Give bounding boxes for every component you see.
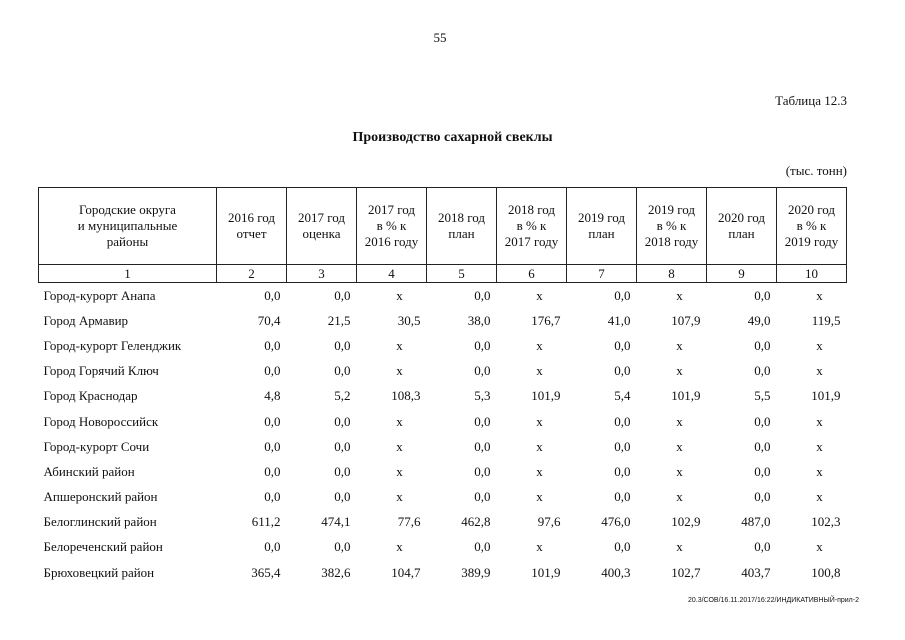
table-cell: х (396, 539, 403, 555)
table-cell: 0,0 (264, 363, 281, 379)
table-cell: х (816, 539, 823, 555)
table-cell: х (816, 489, 823, 505)
table-cell: 0,0 (334, 413, 351, 429)
table-cell: х (536, 463, 543, 479)
table-cell: 101,9 (671, 388, 701, 404)
table-cell: х (536, 438, 543, 454)
table-cell: 487,0 (741, 514, 771, 530)
table-row (39, 333, 847, 358)
table-cell: 101,9 (811, 388, 841, 404)
column-header-line: 2017 год (368, 202, 415, 217)
table-cell: х (536, 489, 543, 505)
column-header-line: 2018 году (644, 234, 699, 249)
table-cell: х (396, 489, 403, 505)
column-header-line: Городские округа (79, 202, 176, 217)
table-cell: х (816, 363, 823, 379)
district-name: Брюховецкий район (43, 564, 155, 580)
table-cell: х (396, 463, 403, 479)
table-cell: х (676, 337, 683, 353)
table-cell: 0,0 (614, 413, 631, 429)
table-cell: 5,2 (334, 388, 351, 404)
table-cell: 462,8 (461, 514, 491, 530)
table-cell: 5,4 (614, 388, 631, 404)
table-cell: 0,0 (754, 438, 771, 454)
table-row (39, 459, 847, 484)
column-header-6 (497, 188, 567, 265)
column-header-line: в % к (796, 218, 827, 233)
column-header-9 (707, 188, 777, 265)
table-cell: 0,0 (614, 539, 631, 555)
table-cell: 49,0 (747, 312, 771, 328)
column-header-line: 2019 год (648, 202, 695, 217)
column-header-line: в % к (656, 218, 687, 233)
table-cell: 0,0 (474, 489, 491, 505)
table-cell: 77,6 (397, 514, 421, 530)
table-cell: 0,0 (334, 363, 351, 379)
column-header-line: и муниципальные (77, 218, 178, 233)
table-cell: х (396, 438, 403, 454)
table-cell: 104,7 (391, 564, 421, 580)
page-number: 55 (433, 30, 447, 45)
column-header-line: в % к (516, 218, 547, 233)
table-cell: х (816, 287, 823, 303)
table-cell: х (676, 287, 683, 303)
table-cell: х (396, 363, 403, 379)
table-cell: х (396, 287, 403, 303)
table-cell: 4,8 (264, 388, 281, 404)
column-number-1: 1 (39, 265, 217, 283)
district-name: Город-курорт Анапа (43, 287, 156, 303)
units-label: (тыс. тонн) (785, 163, 847, 178)
table-cell: 0,0 (614, 489, 631, 505)
column-number-row (39, 265, 847, 283)
table-row (39, 384, 847, 409)
district-name: Апшеронский район (43, 489, 158, 505)
table-cell: х (536, 539, 543, 555)
column-number-8: 8 (637, 265, 707, 283)
table-cell: 0,0 (474, 337, 491, 353)
table-cell: 0,0 (614, 438, 631, 454)
column-header-line: 2016 год (228, 210, 275, 225)
table-cell: 382,6 (321, 564, 351, 580)
table-cell: х (676, 363, 683, 379)
column-number-9: 9 (707, 265, 777, 283)
table-cell: 0,0 (334, 337, 351, 353)
district-name: Белореченский район (43, 539, 163, 555)
table-body (39, 283, 847, 586)
table-cell: 0,0 (754, 363, 771, 379)
column-number-5: 5 (427, 265, 497, 283)
table-cell: 100,8 (811, 564, 841, 580)
table-cell: 0,0 (264, 463, 281, 479)
table-cell: 5,5 (754, 388, 771, 404)
table-cell: х (676, 413, 683, 429)
district-name: Город-курорт Геленджик (43, 337, 182, 353)
table-cell: 70,4 (257, 312, 281, 328)
table-cell: 41,0 (607, 312, 631, 328)
table-cell: 0,0 (754, 463, 771, 479)
table-cell: 0,0 (474, 438, 491, 454)
column-header-2 (217, 188, 287, 265)
column-header-7 (567, 188, 637, 265)
table-row (39, 409, 847, 434)
table-row (39, 535, 847, 560)
table-cell: х (396, 413, 403, 429)
column-header-line: план (588, 226, 615, 241)
table-cell: 0,0 (474, 413, 491, 429)
column-number-4: 4 (357, 265, 427, 283)
table-cell: 108,3 (391, 388, 421, 404)
column-header-5 (427, 188, 497, 265)
table-cell: 30,5 (397, 312, 421, 328)
table-cell: 0,0 (614, 287, 631, 303)
column-number-2: 2 (217, 265, 287, 283)
table-cell: 97,6 (537, 514, 561, 530)
column-number-7: 7 (567, 265, 637, 283)
table-cell: 102,9 (671, 514, 701, 530)
table-cell: х (536, 363, 543, 379)
table-cell: 0,0 (334, 489, 351, 505)
column-header-8 (637, 188, 707, 265)
table-row (39, 283, 847, 309)
column-number-10: 10 (777, 265, 847, 283)
table-cell: х (676, 463, 683, 479)
table-cell: 107,9 (671, 312, 701, 328)
header-row (39, 188, 847, 265)
table-cell: 102,3 (811, 514, 841, 530)
table-cell: 0,0 (474, 539, 491, 555)
table-cell: 0,0 (474, 363, 491, 379)
table-cell: 0,0 (754, 489, 771, 505)
table-cell: 38,0 (467, 312, 491, 328)
table-cell: 0,0 (264, 539, 281, 555)
production-table (38, 187, 847, 585)
column-header-line: 2017 году (504, 234, 559, 249)
table-cell: х (816, 337, 823, 353)
table-cell: 0,0 (264, 489, 281, 505)
table-cell: 101,9 (531, 564, 561, 580)
district-name: Белоглинский район (43, 514, 157, 530)
table-cell: 0,0 (614, 463, 631, 479)
column-number-6: 6 (497, 265, 567, 283)
column-header-3 (287, 188, 357, 265)
table-cell: х (816, 463, 823, 479)
table-cell: 0,0 (474, 463, 491, 479)
table-cell: 0,0 (334, 539, 351, 555)
table-cell: 0,0 (264, 287, 281, 303)
column-header-4 (357, 188, 427, 265)
table-row (39, 485, 847, 510)
table-cell: 611,2 (251, 514, 281, 530)
table-cell: х (536, 287, 543, 303)
table-row (39, 510, 847, 535)
district-name: Город Новороссийск (43, 413, 159, 429)
district-name: Город Горячий Ключ (43, 363, 159, 379)
table-cell: х (676, 438, 683, 454)
table-cell: 0,0 (754, 539, 771, 555)
table-cell: 101,9 (531, 388, 561, 404)
table-cell: 389,9 (461, 564, 491, 580)
district-name: Абинский район (43, 463, 135, 479)
table-cell: х (816, 413, 823, 429)
table-cell: 0,0 (264, 337, 281, 353)
column-header-line: план (448, 226, 475, 241)
table-title: Производство сахарной свеклы (352, 130, 553, 145)
table-cell: 403,7 (741, 564, 771, 580)
table-cell: 400,3 (601, 564, 631, 580)
column-header-line: 2019 году (784, 234, 839, 249)
table-cell: 0,0 (754, 287, 771, 303)
footer-code: 20.3/СОВ/16.11.2017/16:22/ИНДИКАТИВНЫЙ-прил-2 (687, 597, 859, 604)
column-header-line: районы (106, 234, 149, 249)
table-cell: 0,0 (264, 413, 281, 429)
column-header-line: 2017 год (298, 210, 345, 225)
table-row (39, 359, 847, 384)
table-cell: 476,0 (601, 514, 631, 530)
column-header-line: план (728, 226, 755, 241)
table-cell: 0,0 (264, 438, 281, 454)
table-cell: х (396, 337, 403, 353)
table-cell: 474,1 (321, 514, 351, 530)
column-number-3: 3 (287, 265, 357, 283)
table-cell: 176,7 (531, 312, 561, 328)
table-cell: х (816, 438, 823, 454)
table-cell: 0,0 (614, 337, 631, 353)
table-cell: 21,5 (327, 312, 351, 328)
table-row (39, 308, 847, 333)
column-header-10 (777, 188, 847, 265)
table-cell: х (676, 489, 683, 505)
column-header-line: 2018 год (508, 202, 555, 217)
column-header-line: 2018 год (438, 210, 485, 225)
table-cell: х (536, 337, 543, 353)
table-cell: 0,0 (334, 287, 351, 303)
column-header-line: 2019 год (578, 210, 625, 225)
table-cell: 119,5 (811, 312, 841, 328)
table-cell: 0,0 (754, 337, 771, 353)
column-header-1 (39, 188, 217, 265)
table-header (39, 188, 847, 283)
district-name: Город-курорт Сочи (43, 438, 150, 454)
table-cell: 0,0 (614, 363, 631, 379)
table-cell: 0,0 (474, 287, 491, 303)
column-header-line: отчет (236, 226, 267, 241)
table-row (39, 434, 847, 459)
table-cell: 5,3 (474, 388, 491, 404)
district-name: Город Армавир (43, 312, 129, 328)
table-cell: 102,7 (671, 564, 701, 580)
table-cell: 0,0 (334, 438, 351, 454)
district-name: Город Краснодар (43, 388, 138, 404)
table-cell: х (536, 413, 543, 429)
column-header-line: 2020 год (718, 210, 765, 225)
table-cell: 0,0 (334, 463, 351, 479)
table-cell: 0,0 (754, 413, 771, 429)
column-header-line: 2016 году (364, 234, 419, 249)
column-header-line: в % к (376, 218, 407, 233)
column-header-line: оценка (302, 226, 341, 241)
table-cell: х (676, 539, 683, 555)
column-header-line: 2020 год (788, 202, 835, 217)
table-cell: 365,4 (251, 564, 281, 580)
table-row (39, 560, 847, 585)
table-label: Таблица 12.3 (775, 93, 847, 108)
